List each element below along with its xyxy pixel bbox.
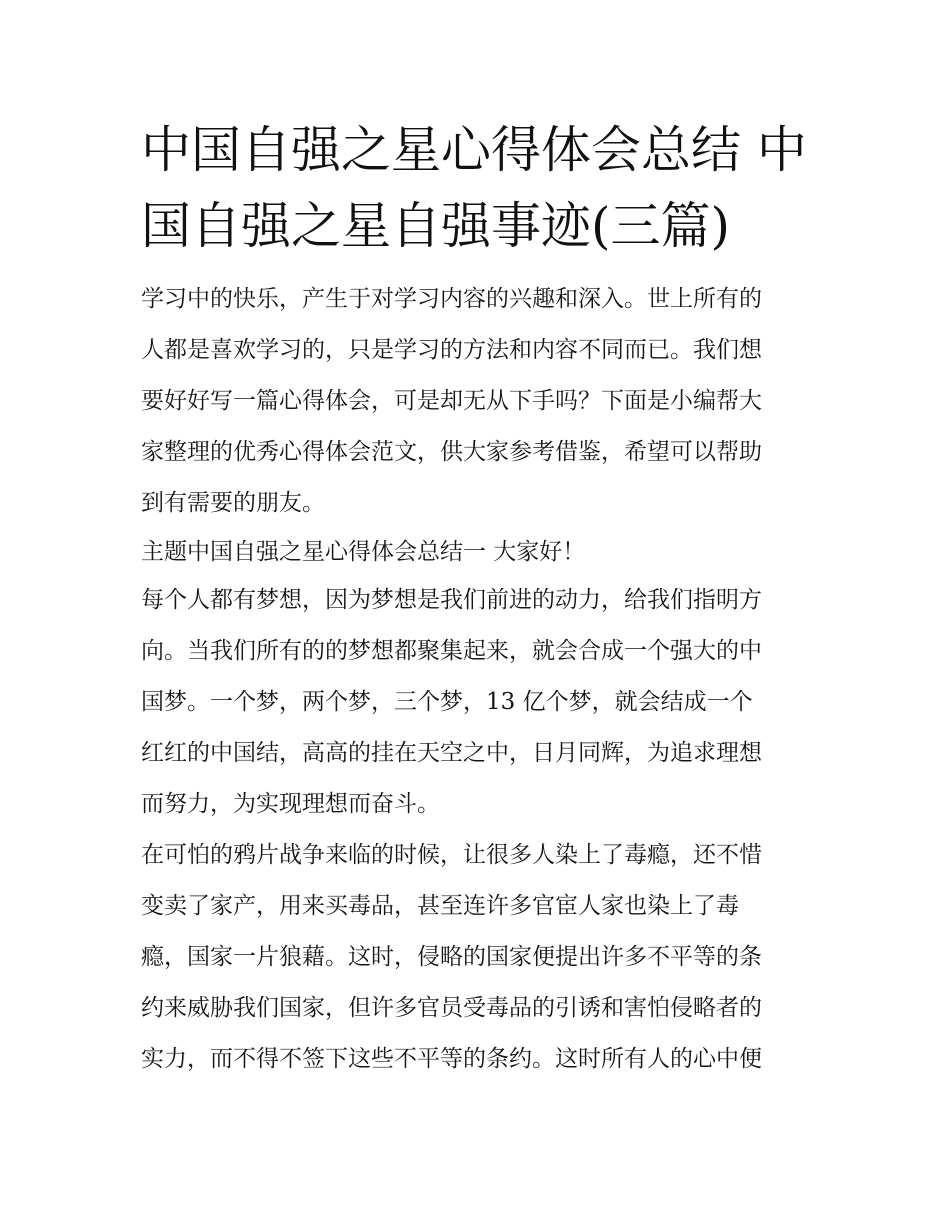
text-line: 每个人都有梦想，因为梦想是我们前进的动力，给我们指明方 (141, 587, 762, 613)
text-line: 瘾，国家一片狼藉。这时，侵略的国家便提出许多不平等的条 (141, 944, 762, 970)
document-content (141, 112, 816, 1085)
text-line: 家整理的优秀心得体会范文，供大家参考借鉴，希望可以帮助 (141, 439, 762, 465)
text-line: 学习中的快乐，产生于对学习内容的兴趣和深入。世上所有的 (141, 286, 762, 312)
text-line: 人都是喜欢学习的，只是学习的方法和内容不同而已。我们想 (141, 337, 762, 363)
text-line: 而努力，为实现理想而奋斗。 (141, 791, 440, 817)
section-heading-paragraph (141, 529, 816, 575)
dream-paragraph (141, 575, 816, 830)
text-line: 要好好写一篇心得体会，可是却无从下手吗？下面是小编帮大 (141, 388, 762, 414)
text-line: 到有需要的朋友。 (141, 490, 325, 516)
text-line: 在可怕的鸦片战争来临的时候，让很多人染上了毒瘾，还不惜 (141, 842, 762, 868)
text-line: 向。当我们所有的的梦想都聚集起来，就会合成一个强大的中 (141, 638, 762, 664)
text-line: 主题中国自强之星心得体会总结一 大家好！ (141, 539, 586, 565)
intro-paragraph (141, 274, 816, 529)
text-line: 实力，而不得不签下这些不平等的条约。这时所有人的心中便 (141, 1046, 762, 1072)
title-line: 中国自强之星心得体会总结 中 (141, 121, 807, 179)
document-body (141, 274, 816, 1085)
history-paragraph (141, 830, 816, 1085)
text-line: 约来威胁我们国家，但许多官员受毒品的引诱和害怕侵略者的 (141, 995, 762, 1021)
text-line: 红红的中国结，高高的挂在天空之中，日月同辉，为追求理想 (141, 740, 762, 766)
document-title (141, 112, 816, 264)
text-line: 变卖了家产，用来买毒品，甚至连许多官宦人家也染上了毒 (141, 893, 739, 919)
title-line: 国自强之星自强事迹(三篇) (141, 197, 731, 255)
text-line: 国梦。一个梦，两个梦，三个梦，13 亿个梦，就会结成一个 (141, 689, 753, 715)
